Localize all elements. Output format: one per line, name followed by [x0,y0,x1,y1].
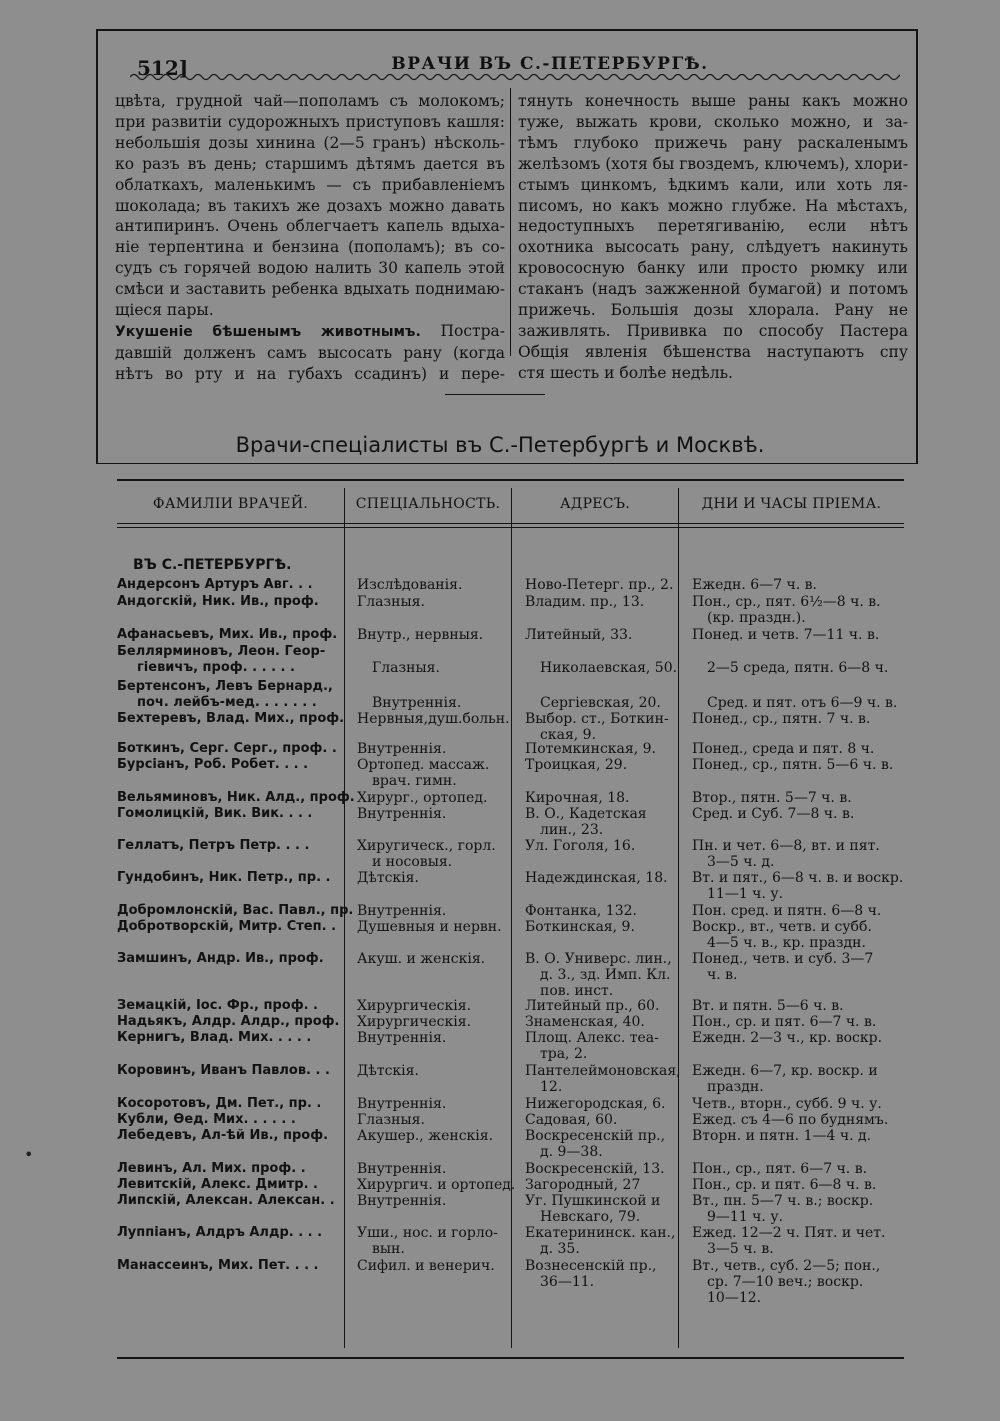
address: Боткинская, 9. [525,919,635,935]
address: 36—11. [540,1274,595,1290]
text-line-heading [115,321,505,343]
specialty: Внутреннія. [357,1030,447,1046]
doctor-name: Луппіанъ, Алдръ Алдр. . . . [117,1225,323,1240]
col-sep-2 [511,488,512,1348]
reception-hours: Пон., ср., пят. 6—7 ч. в. [692,1161,868,1177]
margin-mark: • [24,1145,34,1164]
specialty: Нервныя,душ.больн. [357,711,510,727]
reception-hours: Сред. и Суб. 7—8 ч. в. [692,806,855,822]
inline-heading-continuation: Постра- [420,321,505,340]
reception-hours: Вт., пн. 5—7 ч. в.; воскр. [692,1193,874,1209]
text-line: желѣзомъ (хотя бы гвоздемъ, ключемъ), хлори- [518,154,908,173]
text-line: судъ съ горячей водою налить 30 капель этой [115,259,505,278]
address: Воскресенскій, 13. [525,1161,665,1177]
address: 12. [540,1079,563,1095]
text-line: ніе терпентина и бензина (пополамъ); въ со- [115,238,505,257]
page-number: 512] [137,56,189,80]
right-rule [916,29,918,464]
address: Садовая, 60. [525,1112,618,1128]
doctor-name: Андогскій, Ник. Ив., проф. [117,594,319,609]
reception-hours: 11—1 ч. у. [707,886,784,902]
reception-hours: 9—11 ч. у. [707,1209,784,1225]
box-bottom-rule [96,463,918,464]
specialty: Внутр., нервныя. [357,627,484,643]
text-line: тянуть конечность выше раны какъ можно [518,92,908,110]
address: тра, 2. [540,1046,588,1062]
reception-hours: Пон. сред. и пятн. 6—8 ч. [692,903,882,919]
text-line: тѣмъ глубоко прижечь рану раскаленымъ [518,133,908,152]
top-rule [96,29,918,31]
specialty: Хирургич. и ортопед. [357,1177,516,1193]
specialty: Сифил. и венерич. [357,1258,495,1274]
specialty: врач. гимн. [372,773,457,789]
doctor-name: Вельяминовъ, Ник. Алд., проф. [117,790,355,805]
text-line: цвѣта, грудной чай—пополамъ съ молокомъ; [115,92,505,110]
center-divider [445,394,545,395]
specialty: и носовыя. [372,854,453,870]
address: Невскаго, 79. [540,1209,641,1225]
section-heading: ВЪ С.-ПЕТЕРБУРГѢ. [133,557,292,573]
text-column-left [115,91,505,385]
reception-hours: 3—5 ч. в. [707,1241,774,1257]
reception-hours: ср. 7—10 веч.; воскр. [707,1274,864,1290]
address: лин., 23. [540,822,604,838]
doctor-name: Лебедевъ, Ал-ѣй Ив., проф. [117,1128,329,1143]
address: Загородный, 27 [525,1177,641,1193]
specialty: Внутреннія. [357,741,447,757]
reception-hours: Пон., ср., пят. 6½—8 ч. в. [692,594,881,610]
col-sep-3 [678,488,679,1348]
specialty: Хирургическія. [357,998,472,1014]
text-line: охотника высосать рану, слѣдуетъ накинуть [518,238,908,257]
address: Знаменская, 40. [525,1014,645,1030]
doctor-name: Геллатъ, Петръ Петр. . . . [117,838,310,853]
reception-hours: Четв., вторн., субб. 9 ч. у. [692,1096,882,1112]
doctor-name: Кернигъ, Влад. Мих. . . . . [117,1030,312,1045]
text-line: небольшія дозы хинина (2—5 гранъ) нѣсколь- [115,133,505,152]
text-line: стя шесть и болѣе недѣль. [518,363,733,382]
address: Потемкинская, 9. [525,741,656,757]
reception-hours: Воскр., вт., четв. и субб. [692,919,872,935]
address: Владим. пр., 13. [525,594,645,610]
specialty: Душевныя и нервн. [357,919,502,935]
wavy-divider [130,70,900,84]
address: Сергіевская, 20. [540,695,661,711]
text-line: при развитіи судорожныхъ приступовъ кашля: [115,112,505,131]
table-bottom-rule [117,1357,904,1359]
doctor-name: Замшинъ, Андр. Ив., проф. [117,951,324,966]
text-line: туже, выжать крови, сколько можно, и за- [518,112,908,131]
address: Пантелеймоновская, [525,1063,681,1079]
doctor-name: поч. лейбъ-мед. . . . . . . [137,695,317,710]
reception-hours: Пон., ср. и пят. 6—7 ч. в. [692,1014,877,1030]
specialty: Внутреннія. [357,806,447,822]
specialty: Дѣтскія. [357,1063,419,1079]
doctor-name: Бехтеревъ, Влад. Мих., проф. [117,711,345,726]
doctor-name: Боткинъ, Серг. Серг., проф. . [117,741,337,756]
col-header-address: АДРЕСЪ. [559,496,630,512]
doctor-name: Земацкій, Іос. Фр., проф. . [117,998,318,1013]
address: Надеждинская, 18. [525,870,668,886]
doctor-name: Левитскій, Алекс. Дмитр. . [117,1177,318,1192]
reception-hours: Понед. и четв. 7—11 ч. в. [692,627,880,643]
address: пов. инст. [540,983,614,999]
doctor-name: Коровинъ, Иванъ Павлов. . . [117,1063,330,1078]
running-title: ВРАЧИ ВЪ С.-ПЕТЕРБУРГѢ. [391,54,709,74]
specialty: Глазныя. [357,1112,425,1128]
text-line: недоступныхъ перетягиванію, если нѣтъ [518,217,908,236]
specialty: Внутреннія. [372,695,462,711]
address: В. О., Кадетская [525,806,647,822]
reception-hours: ч. в. [707,967,738,983]
reception-hours: Втор., пятн. 5—7 ч. в. [692,790,852,806]
address: Троицкая, 29. [525,757,628,773]
reception-hours: Ежед. съ 4—6 по буднямъ. [692,1112,889,1128]
specialty: Дѣтскія. [357,870,419,886]
reception-hours: 10—12. [707,1290,762,1306]
reception-hours: Сред. и пят. отъ 6—9 ч. в. [707,695,898,711]
reception-hours: 4—5 ч. в., кр. праздн. [707,935,866,951]
text-line: давшій долженъ самъ высосать рану (когда [115,343,505,362]
reception-hours: Вторн. и пятн. 1—4 ч. д. [692,1128,872,1144]
doctor-name: Надьякъ, Алдр. Алдр., проф. [117,1014,340,1029]
specialty: Ортопед. массаж. [357,757,490,773]
doctor-name: Манассеинъ, Мих. Пет. . . . [117,1258,319,1273]
address: Вознесенскій пр., [525,1258,657,1274]
address: Нижегородская, 6. [525,1096,666,1112]
reception-hours: Понед., ср., пятн. 7 ч. в. [692,711,871,727]
doctor-name: Андерсонъ Артуръ Авг. . . [117,577,313,592]
specialty: Изслѣдованія. [357,577,463,593]
doctor-name: Добромлонскій, Вас. Павл., пр. [117,903,354,918]
specialty: Хирургическія. [357,1014,472,1030]
text-line: стаканъ (надъ зажженной бумагой) и потомъ [518,280,908,299]
doctor-name: Добротворскій, Митр. Степ. . [117,919,337,934]
specialty: Акуш. и женскія. [357,951,486,967]
address: Николаевская, 50. [540,660,678,676]
reception-hours: 3—5 ч. д. [707,854,775,870]
reception-hours: (кр. праздн.). [707,610,806,626]
left-rule [96,29,98,464]
address: д. 9—38. [540,1144,603,1160]
text-line: прижечь. Большія дозы хлорала. Рану не [518,301,908,320]
specialty: Внутреннія. [357,1096,447,1112]
doctor-name: Бертенсонъ, Левъ Бернард., [117,679,333,694]
doctor-name: гіевичъ, проф. . . . . . [137,660,295,675]
text-line: стымъ цинкомъ, ѣдкимъ кали, или хоть ля- [518,175,908,194]
table-title: Врачи-спеціалисты въ С.-Петербургѣ и Москвѣ. [235,433,765,457]
specialty: Внутреннія. [357,903,447,919]
specialty: Уши., нос. и горло- [357,1225,498,1241]
reception-hours: Пон., ср. и пят. 6—8 ч. в. [692,1177,877,1193]
col-header-hours: ДНИ И ЧАСЫ ПРІЕМА. [701,496,882,512]
reception-hours: Понед., ср., пятн. 5—6 ч. в. [692,757,894,773]
reception-hours: Ежедн. 2—3 ч., кр. воскр. [692,1030,883,1046]
address: Екатерининск. кан., [525,1225,676,1241]
address: д. 3., зд. Имп. Кл. [540,967,671,983]
text-line: шоколада; въ такихъ же дозахъ можно давать [115,196,505,215]
specialty: Глазныя. [372,660,440,676]
address: Ново-Петерг. пр., 2. [525,577,674,593]
address: Литейный, 33. [525,627,633,643]
doctor-name: Косоротовъ, Дм. Пет., пр. . [117,1096,322,1111]
reception-hours: Ежедн. 6—7 ч. в. [692,577,817,593]
address: ская, 9. [540,727,597,743]
text-line: антипиринъ. Очень облегчаетъ капель вдыха- [115,217,505,236]
text-line: писомъ, но какъ можно глубже. На мѣстахъ, [518,196,908,215]
text-column-right [518,91,908,384]
text-line: Общія явленія бѣшенства наступаютъ спу [518,342,908,361]
address: Ул. Гоголя, 16. [525,838,636,854]
reception-hours: Вт. и пятн. 5—6 ч. в. [692,998,844,1014]
address: Площ. Алекс. теа- [525,1030,659,1046]
inline-heading: Укушеніе бѣшенымъ животнымъ. [115,323,421,340]
text-line: смѣси и заставить ребенка вдыхать поднимаю- [115,280,505,299]
specialty: Внутреннія. [357,1161,447,1177]
doctor-name: Кубли, Ѳед. Мих. . . . . . [117,1112,296,1127]
address: Литейный пр., 60. [525,998,660,1014]
specialty: Хирург., ортопед. [357,790,488,806]
reception-hours: Ежедн. 6—7, кр. воскр. и [692,1063,878,1079]
text-line: ко разъ въ день; старшимъ дѣтямъ дается въ [115,154,505,173]
doctor-name: Гундобинъ, Ник. Петр., пр. . [117,870,331,885]
address: Кирочная, 18. [525,790,630,806]
reception-hours: Пн. и чет. 6—8, вт. и пят. [692,838,880,854]
address: Воскресенскій пр., [525,1128,666,1144]
reception-hours: Вт., четв., суб. 2—5; пон., [692,1258,881,1274]
reception-hours: Понед., четв. и суб. 3—7 [692,951,874,967]
text-line: облаткахъ, маленькимъ — съ прибавленіемъ [115,175,505,194]
reception-hours: Понед., среда и пят. 8 ч. [692,741,875,757]
text-line: нѣтъ во рту и на губахъ ссадинъ) и пере- [115,364,505,383]
text-line: заживлять. Прививка по способу Пастера [518,321,908,340]
specialty: Внутреннія. [357,1193,447,1209]
specialty: вын. [372,1241,405,1257]
address: Фонтанка, 132. [525,903,637,919]
address: д. 35. [540,1241,580,1257]
address: Выбор. ст., Боткин- [525,711,669,727]
reception-hours: Ежед. 12—2 ч. Пят. и чет. [692,1225,886,1241]
address: В. О. Универс. лин., [525,951,672,967]
col-header-specialty: СПЕЦІАЛЬНОСТЬ. [355,496,501,512]
doctor-name: Бурсіанъ, Роб. Робет. . . . [117,757,309,772]
reception-hours: Вт. и пят., 6—8 ч. в. и воскр. [692,870,904,886]
specialty: Глазныя. [357,594,425,610]
doctor-name: Беллярминовъ, Леон. Геор- [117,644,326,659]
doctor-name: Гомолицкій, Вик. Вик. . . . [117,806,313,821]
doctor-name: Левинъ, Ал. Мих. проф. . [117,1161,306,1176]
col-header-names: ФАМИЛІИ ВРАЧЕЙ. [152,496,309,512]
text-line: щіеся пары. [115,301,214,320]
reception-hours: 2—5 среда, пятн. 6—8 ч. [707,660,889,676]
table-top-rule [117,479,904,481]
address: Уг. Пушкинской и [525,1193,661,1209]
specialty: Акушер., женскія. [357,1128,494,1144]
doctor-name: Липскій, Алексан. Алексан. . [117,1193,335,1208]
column-divider [510,88,511,356]
reception-hours: праздн. [707,1079,764,1095]
specialty: Хиругическ., горл. [357,838,496,854]
doctor-name: Афанасьевъ, Мих. Ив., проф. [117,627,338,642]
text-line: кровососную банку или просто рюмку или [518,259,908,278]
